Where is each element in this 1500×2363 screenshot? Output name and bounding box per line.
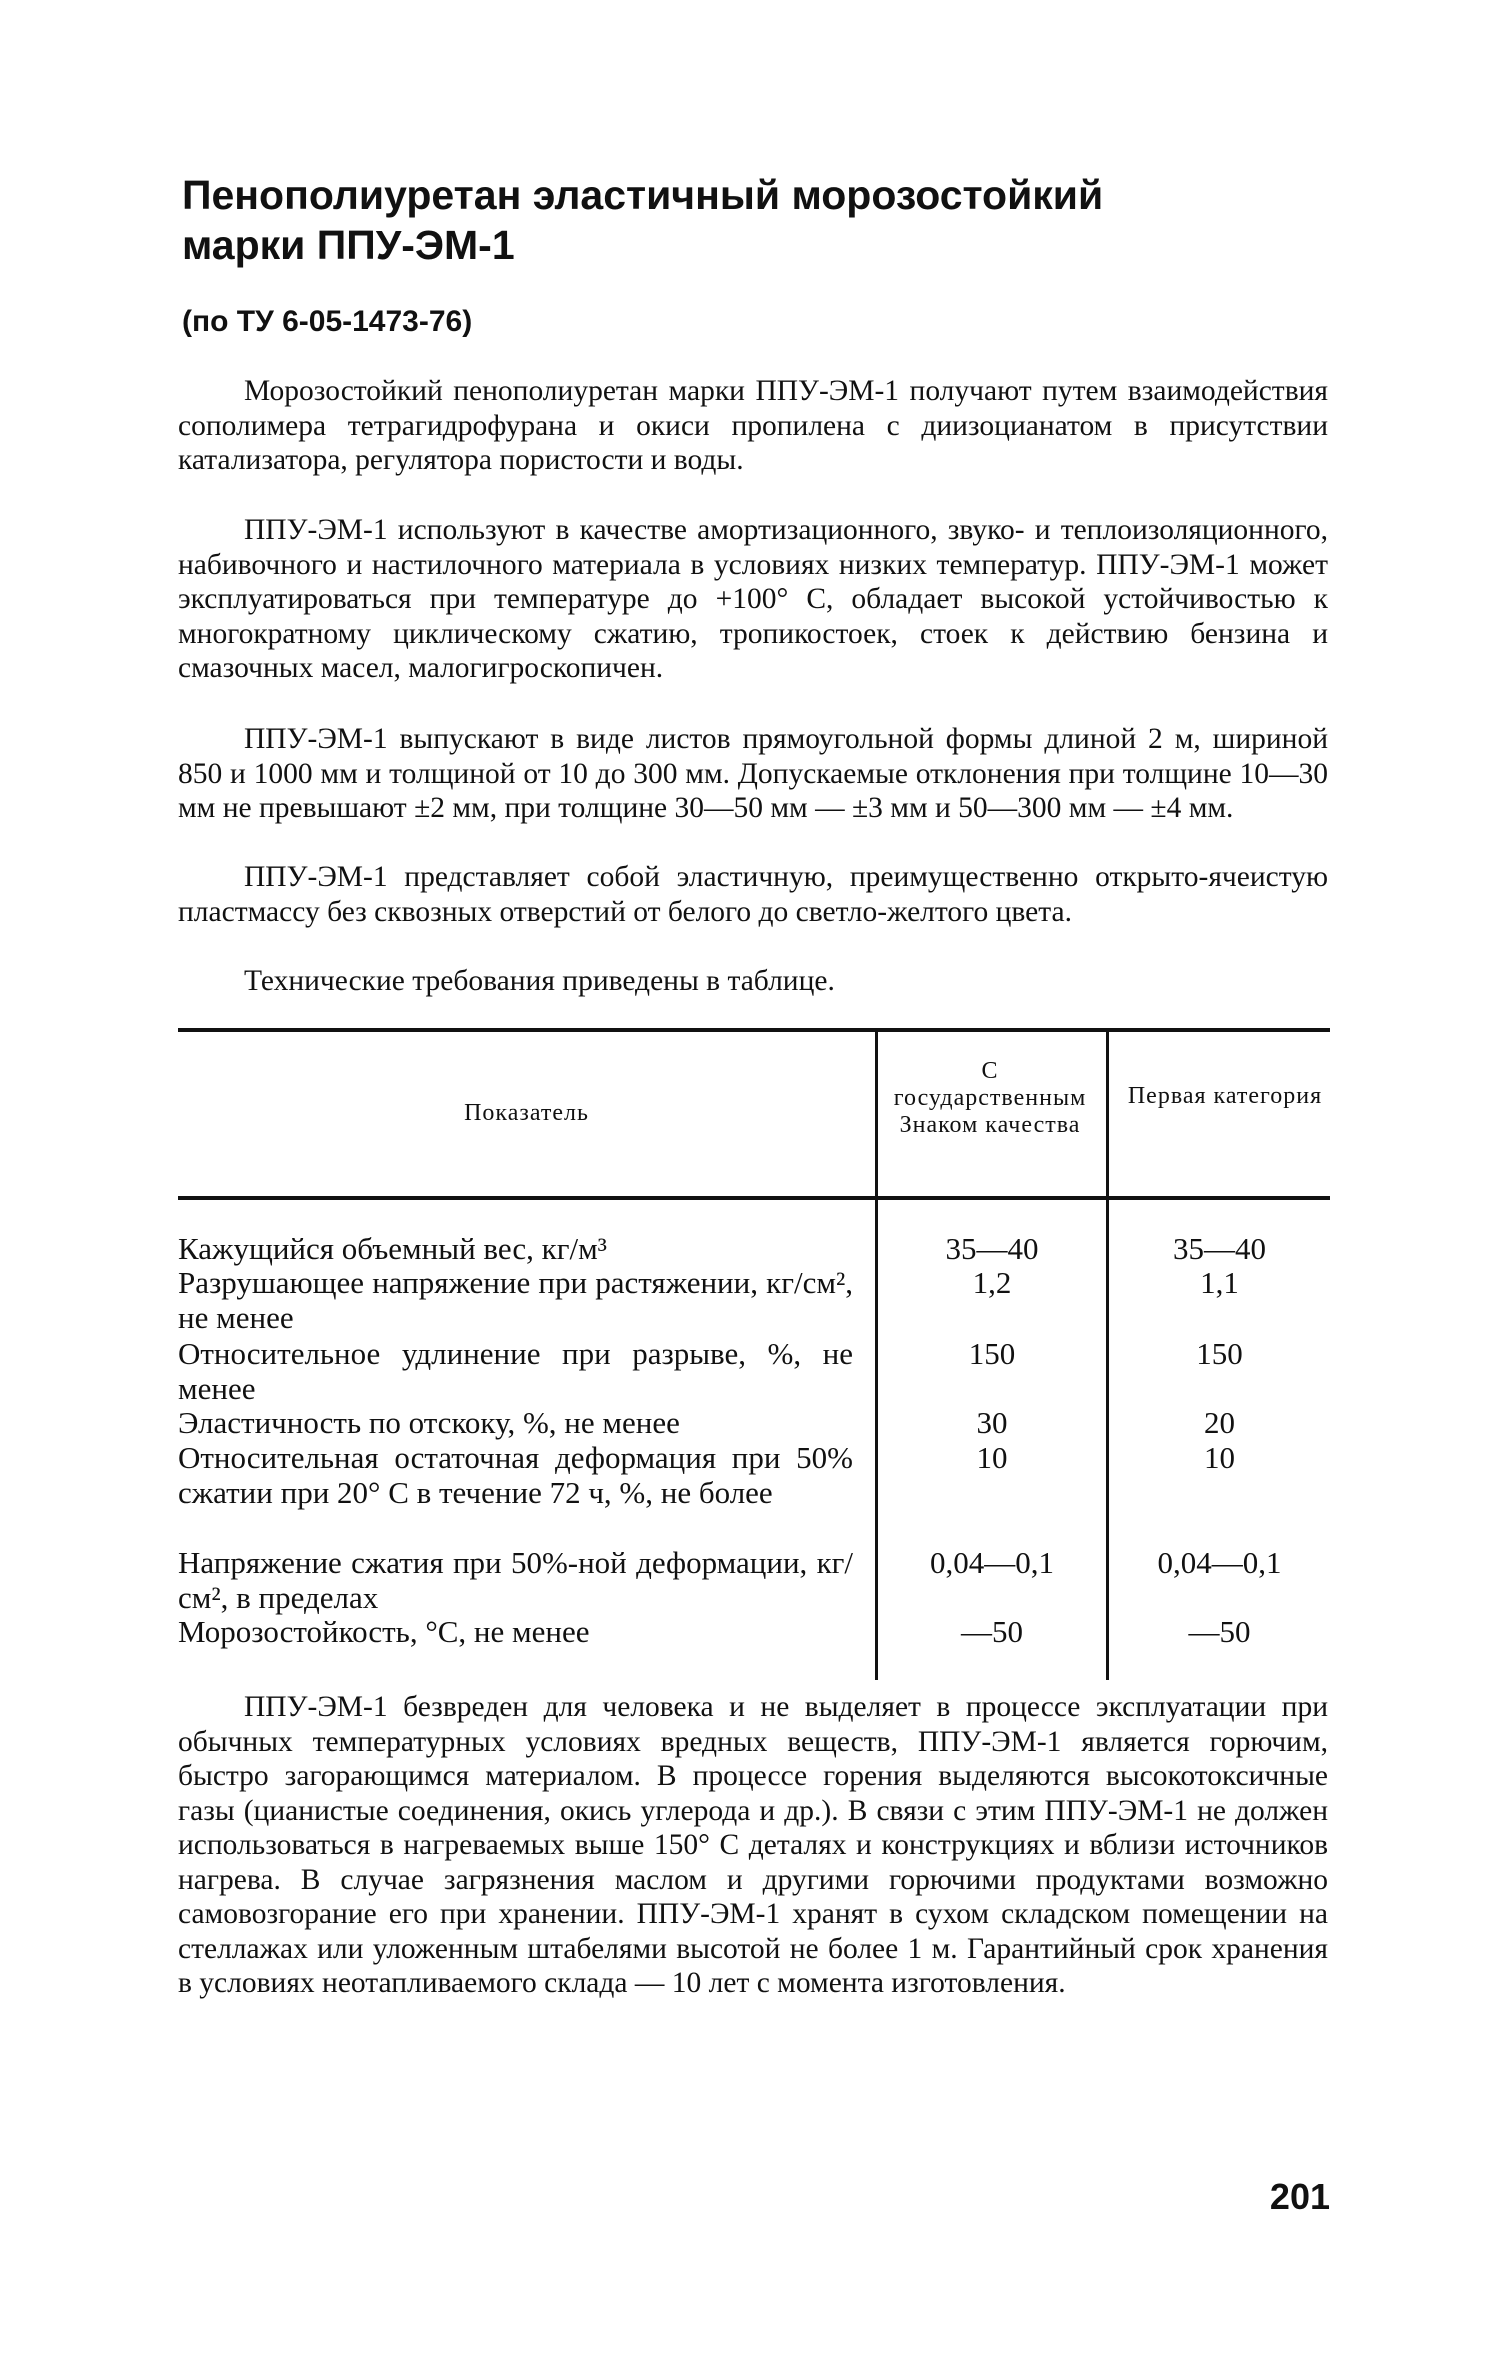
table-top-rule	[178, 1028, 1330, 1032]
paragraph-1: Морозостойкий пенополиуретан марки ППУ-ЭМ-1 получают путем взаимодействия сополимера тетрагидрофурана и окиси пропилена с диизоцианатом в присутствии катализатора, регулятора пористости и воды.	[178, 375, 1328, 476]
table-cell-first: 35—40	[1173, 1231, 1266, 1266]
table-cell-quality: 150	[968, 1336, 1016, 1371]
paragraph-5: Технические требования приведены в таблице.	[244, 965, 835, 997]
table-cell-first: —50	[1188, 1614, 1251, 1649]
table-cell-quality: 30	[976, 1405, 1008, 1440]
table-row-label: Разрушающее напряжение при растяжении, кг/см², не менее	[178, 1265, 853, 1335]
table-header-divider-2	[1106, 1032, 1109, 1196]
standard-reference: (по ТУ 6-05-1473-76)	[182, 305, 473, 338]
table-cell-first: 1,1	[1200, 1265, 1239, 1300]
table-cell-quality: 0,04—0,1	[930, 1545, 1054, 1580]
table-header-divider-1	[875, 1032, 878, 1196]
page-title	[182, 170, 1182, 270]
paragraph-4: ППУ-ЭМ-1 представляет собой эластичную, преимущественно открыто-ячеистую пластмассу без сквозных отверстий от белого до светло-желтого цвета.	[178, 861, 1328, 928]
page-number: 201	[1269, 2176, 1330, 2217]
table-header-first-category: Первая категория	[1127, 1083, 1323, 1109]
table-row-label: Напряжение сжатия при 50%-ной деформации, кг/см², в пределах	[178, 1545, 853, 1615]
table-row-label: Относительная остаточная деформация при 50% сжатии при 20° С в течение 72 ч, %, не более	[178, 1440, 853, 1510]
table-cell-first: 0,04—0,1	[1157, 1545, 1282, 1580]
table-header-quality-mark: С государственным Знаком качества	[893, 1058, 1087, 1138]
table-header-rule	[178, 1196, 1330, 1200]
paragraph-3: ППУ-ЭМ-1 выпускают в виде листов прямоугольной формы длиной 2 м, шириной 850 и 1000 мм и толщиной от 10 до 300 мм. Допускаемые отклонения при толщине 10—30 мм не превышают ±2 мм, при толщине 30—50 мм — ±3 мм и 50—300 мм — ±4 мм.	[178, 723, 1328, 824]
table-row-label: Морозостойкость, °С, не менее	[178, 1614, 590, 1649]
table-cell-quality: 10	[976, 1440, 1008, 1475]
table-cell-first: 20	[1204, 1405, 1235, 1440]
paragraph-2: ППУ-ЭМ-1 используют в качестве амортизационного, звуко- и теплоизоляционного, набивочного и настилочного материала в условиях низких температур. ППУ-ЭМ-1 может эксплуатироваться при температуре до +100° С, обладает высокой устойчивостью к многократному циклическому сжатию, тропикостоек, стоек к действию бензина и смазочных масел, малогигроскопичен.	[178, 514, 1328, 684]
closing-paragraph: ППУ-ЭМ-1 безвреден для человека и не выделяет в процессе эксплуатации при обычных температурных условиях вредных веществ, ППУ-ЭМ-1 является горючим, быстро загорающимся материалом. В процессе горения выделяются высокотоксичные газы (цианистые соединения, окись углерода и др.). В связи с этим ППУ-ЭМ-1 не должен использоваться в нагреваемых выше 150° С деталях и конструкциях и вблизи источников нагрева. В случае загрязнения маслом и другими горючими продуктами возможно самовозгорание его при хранении. ППУ-ЭМ-1 хранят в сухом складском помещении на стеллажах или уложенным штабелями высотой не более 1 м. Гарантийный срок хранения в условиях неотапливаемого склада — 10 лет с момента изготовления.	[178, 1691, 1328, 1999]
table-cell-first: 150	[1196, 1336, 1243, 1371]
table-header-indicator: Показатель	[464, 1100, 589, 1126]
table-cell-first: 10	[1204, 1440, 1235, 1475]
title-line-2: марки ППУ-ЭМ-1	[182, 222, 515, 268]
table-cell-quality: 35—40	[945, 1231, 1039, 1266]
title-line-1: Пенополиуретан эластичный морозостойкий	[182, 172, 1104, 218]
table-row-label: Эластичность по отскоку, %, не менее	[178, 1405, 680, 1440]
table-row-label: Относительное удлинение при разрыве, %, не менее	[178, 1336, 853, 1406]
table-cell-quality: —50	[961, 1614, 1023, 1649]
table-row-label: Кажущийся объемный вес, кг/м³	[178, 1231, 607, 1266]
table-cell-quality: 1,2	[972, 1265, 1012, 1300]
